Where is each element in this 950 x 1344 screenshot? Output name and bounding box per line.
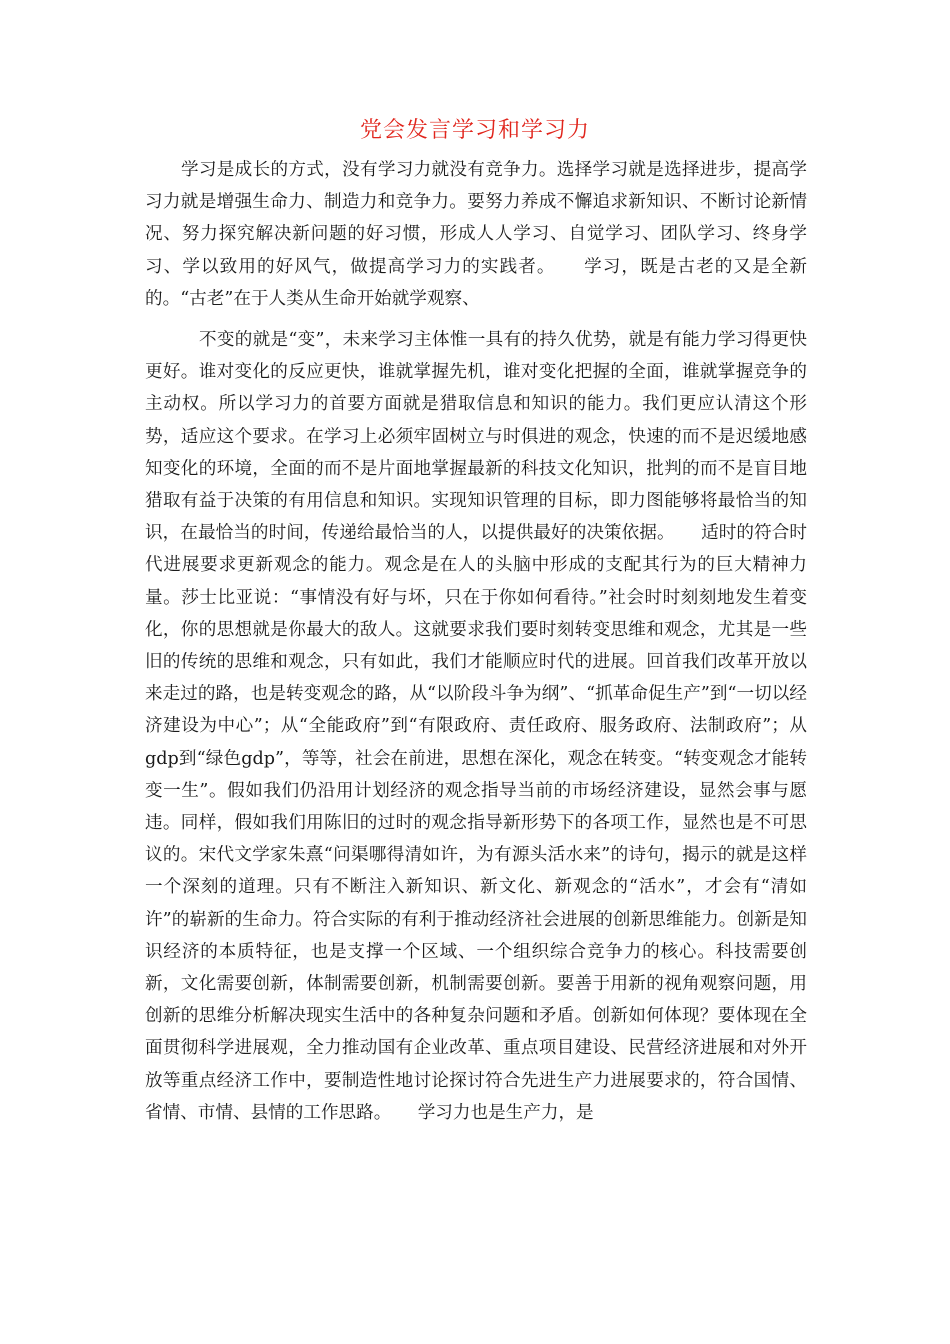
document-title: 党会发言学习和学习力 [359, 118, 590, 143]
paragraph-1: 学习是成长的方式，没有学习力就没有竞争力。选择学习就是选择进步，提高学习力就是增强生命力、制造力和竞争力。要努力养成不懈追求新知识、不断讨论新情况、努力探究解决新问题的好习惯，形成人人学习、自觉学习、团队学习、终身学习、学以致用的好风气，做提高学习力的实践者。 学习，既是古老的又是全新的。“古老”在于人类从生命开始就学观察、 [145, 160, 807, 309]
paragraph-2: 不变的就是“变”，未来学习主体惟一具有的持久优势，就是有能力学习得更快更好。谁对变化的反应更快，谁就掌握先机，谁对变化把握的全面，谁就掌握竞争的主动权。所以学习力的首要方面就是猎取信息和知识的能力。我们更应认清这个形势，适应这个要求。在学习上必须牢固树立与时俱进的观念，快速的而不是迟缓地感知变化的环境，全面的而不是片面地掌握最新的科技文化知识，批判的而不是盲目地猎取有益于决策的有用信息和知识。实现知识管理的目标，即力图能够将最恰当的知识，在最恰当的时间，传递给最恰当的人，以提供最好的决策依据。 适时的符合时代进展要求更新观念的能力。观念是在人的头脑中形成的支配其行为的巨大精神力量。莎士比亚说：“事情没有好与坏，只在于你如何看待。”社会时时刻刻地发生着变化，你的思想就是你最大的敌人。这就要求我们要时刻转变思维和观念，尤其是一些旧的传统的思维和观念，只有如此，我们才能顺应时代的进展。回首我们改革开放以来走过的路，也是转变观念的路，从“以阶段斗争为纲”、“抓革命促生产”到“一切以经济建设为中心”；从“全能政府”到“有限政府、责任政府、服务政府、法制政府”；从gdp到“绿色gdp”，等等，社会在前进，思想在深化，观念在转变。“转变观念才能转变一生”。假如我们仍沿用计划经济的观念指导当前的市场经济建设，显然会事与愿违。同样，假如我们用陈旧的过时的观念指导新形势下的各项工作，显然也是不可思议的。宋代文学家朱熹“问渠哪得清如许，为有源头活水来”的诗句，揭示的就是这样一个深刻的道理。只有不断注入新知识、新文化、新观念的“活水”，才会有“清如许”的崭新的生命力。符合实际的有利于推动经济社会进展的创新思维能力。创新是知识经济的本质特征，也是支撑一个区域、一个组织综合竞争力的核心。科技需要创新，文化需要创新，体制需要创新，机制需要创新。要善于用新的视角观察问题，用创新的思维分析解决现实生活中的各种复杂问题和矛盾。创新如何体现？要体现在全面贯彻科学进展观，全力推动国有企业改革、重点项目建设、民营经济进展和对外开放等重点经济工作中，要制造性地讨论探讨符合先进生产力进展要求的，符合国情、省情、市情、县情的工作思路。 学习力也是生产力，是 [145, 330, 807, 1123]
